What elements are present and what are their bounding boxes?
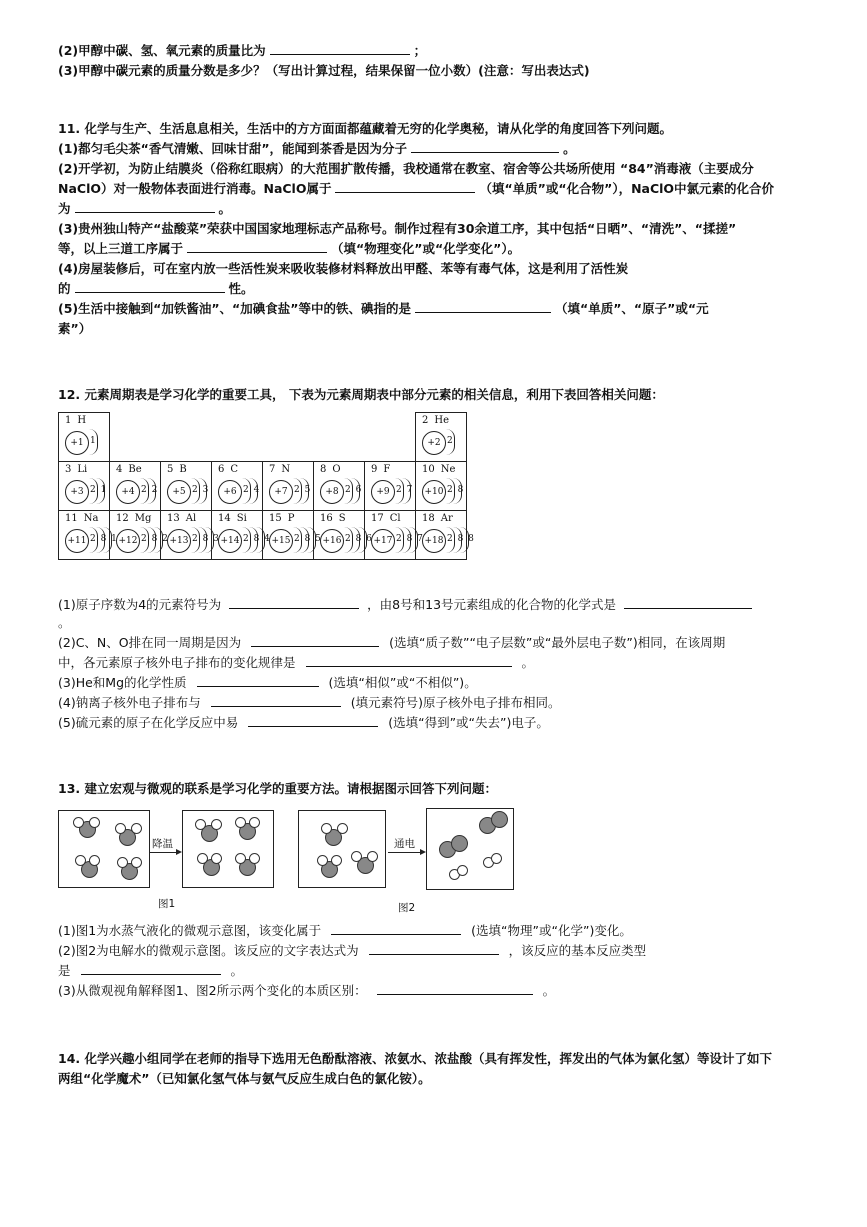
electron-shells: 2 8 8 — [447, 534, 475, 544]
electron-shells: 2 8 — [447, 485, 465, 495]
fig1-after-box — [182, 810, 274, 888]
molecule-atom — [131, 823, 142, 834]
molecule-atom — [491, 853, 502, 864]
element-symbol: Mg — [134, 513, 152, 524]
element-cell — [416, 413, 467, 462]
electron-shells: 2 7 — [396, 485, 414, 495]
electron-shells: 2 8 5 — [294, 534, 322, 544]
element-cell — [59, 413, 110, 462]
molecule-atom — [75, 855, 86, 866]
fig1-label: 图1 — [158, 898, 176, 910]
q11-part5b: 素”） — [58, 321, 92, 336]
element-number-symbol — [167, 464, 187, 475]
element-symbol: C — [230, 464, 239, 475]
element-symbol: P — [287, 513, 295, 524]
nucleus: +9 — [371, 480, 395, 504]
element-number-symbol — [116, 464, 142, 475]
answer-blank[interactable] — [270, 42, 410, 55]
q12-part4: (4)钠离子核外电子排布与 (填元素符号)原子核外电子排布相同。 — [58, 695, 561, 710]
nucleus: +5 — [167, 480, 191, 504]
atomic-number: 6 — [218, 464, 225, 475]
element-number-symbol — [65, 415, 86, 426]
q12-part1: (1)原子序数为4的元素符号为 ，由8号和13号元素组成的化合物的化学式是 — [58, 596, 760, 614]
q11-part4b: 的 性。 — [58, 281, 254, 296]
electron-shells: 2 8 3 — [192, 534, 220, 544]
molecule-atom — [235, 817, 246, 828]
molecule-atom — [367, 851, 378, 862]
electron-shells: 2 8 2 — [141, 534, 169, 544]
element-symbol: B — [179, 464, 187, 475]
q11-part4a: (4)房屋装修后，可在室内放一些活性炭来吸收装修材料释放出甲醛、苯等有毒气体，这是利用了活性炭 — [58, 261, 629, 276]
empty-cell — [365, 413, 416, 462]
element-symbol: F — [383, 464, 391, 475]
element-cell — [314, 462, 365, 511]
molecule-atom — [73, 817, 84, 828]
fig2-label: 图2 — [398, 902, 416, 914]
fig2-arrow — [388, 852, 422, 853]
atomic-number: 17 — [371, 513, 384, 524]
electron-shells: 2 8 1 — [90, 534, 118, 544]
atomic-number: 4 — [116, 464, 123, 475]
answer-blank[interactable] — [415, 300, 551, 313]
molecule-atom — [457, 865, 468, 876]
element-number-symbol — [422, 513, 453, 524]
atomic-number: 15 — [269, 513, 282, 524]
molecule-atom — [451, 835, 468, 852]
q11-part2a: (2)开学初，为防止结膜炎（俗称红眼病）的大范围扩散传播，我校通常在教室、宿舍等公共场所使用 “84”消毒液（主要成分 — [58, 161, 754, 176]
electron-shells: 2 8 4 — [243, 534, 271, 544]
element-symbol: Na — [83, 513, 99, 524]
answer-blank[interactable] — [187, 240, 327, 253]
molecule-atom — [117, 857, 128, 868]
answer-blank[interactable] — [75, 200, 215, 213]
fig1-before-box — [58, 810, 150, 888]
atomic-number: 3 — [65, 464, 72, 475]
element-cell — [161, 511, 220, 560]
answer-blank[interactable] — [369, 942, 499, 955]
electron-shells: 2 2 — [141, 485, 159, 495]
element-symbol: Ne — [440, 464, 456, 475]
q12-part2b: 中，各元素原子核外电子排布的变化规律是 。 — [58, 655, 535, 670]
molecule-atom — [249, 817, 260, 828]
nucleus: +11 — [65, 529, 89, 553]
empty-cell — [212, 413, 263, 462]
element-cell — [365, 462, 416, 511]
atomic-number: 1 — [65, 415, 72, 426]
molecule-atom — [317, 855, 328, 866]
nucleus: +12 — [116, 529, 140, 553]
element-symbol: He — [434, 415, 450, 426]
atomic-number: 16 — [320, 513, 333, 524]
molecule-atom — [351, 851, 362, 862]
nucleus: +18 — [422, 529, 446, 553]
atomic-number: 9 — [371, 464, 378, 475]
element-number-symbol — [218, 464, 238, 475]
atomic-number: 7 — [269, 464, 276, 475]
shell-arc — [249, 478, 258, 504]
q11-part2b: NaClO）对一般物体表面进行消毒。NaClO属于 （填“单质”或“化合物”），NaClO中氯元素的化合价 — [58, 181, 775, 196]
atomic-number: 14 — [218, 513, 231, 524]
element-symbol: Si — [236, 513, 247, 524]
q11-part1: (1)都匀毛尖茶“香气清嫩、回味甘甜”，能闻到茶香是因为分子 。 — [58, 141, 576, 156]
nucleus: +4 — [116, 480, 140, 504]
molecule-atom — [337, 823, 348, 834]
element-number-symbol — [371, 464, 390, 475]
q11-title: 11. 化学与生产、生活息息相关，生活中的方方面面都蕴藏着无穷的化学奥秘，请从化学的角度回答下列问题。 — [58, 121, 672, 136]
fig1-arrow-label: 降温 — [152, 838, 173, 850]
molecule-atom — [197, 853, 208, 864]
answer-blank[interactable] — [335, 180, 475, 193]
element-symbol: N — [281, 464, 291, 475]
nucleus: +8 — [320, 480, 344, 504]
q12-part1-end: 。 — [58, 615, 71, 630]
q11-part3b: 等，以上三道工序属于 （填“物理变化”或“化学变化”）。 — [58, 241, 521, 256]
element-cell — [212, 511, 271, 560]
atomic-number: 18 — [422, 513, 435, 524]
molecule-atom — [249, 853, 260, 864]
element-number-symbol — [422, 464, 455, 475]
answer-blank[interactable] — [81, 962, 221, 975]
molecule-atom — [115, 823, 126, 834]
element-cell — [416, 462, 467, 511]
nucleus: +3 — [65, 480, 89, 504]
q11-part2c: 为 。 — [58, 201, 232, 216]
q12-part5: (5)硫元素的原子在化学反应中易 (选填“得到”或“失去”)电子。 — [58, 715, 549, 730]
electron-shells: 2 6 — [345, 485, 363, 495]
shell-arc — [402, 478, 411, 504]
electron-shells: 2 — [447, 436, 454, 446]
molecule-atom — [321, 823, 332, 834]
atomic-number: 13 — [167, 513, 180, 524]
electron-shells: 2 8 7 — [396, 534, 424, 544]
shell-arc — [460, 527, 469, 553]
fig2-before-box — [298, 810, 386, 888]
atomic-number: 5 — [167, 464, 174, 475]
q13-part2b: 是 。 — [58, 963, 244, 978]
answer-blank[interactable] — [377, 982, 533, 995]
molecule-atom — [491, 811, 508, 828]
element-number-symbol — [269, 464, 290, 475]
q14-line1: 14. 化学兴趣小组同学在老师的指导下选用无色酚酞溶液、浓氨水、浓盐酸（具有挥发性，挥发出的气体为氯化氢）等设计了如下 — [58, 1051, 772, 1066]
q13-part2a: (2)图2为电解水的微观示意图。该反应的文字表达式为 ，该反应的基本反应类型 — [58, 943, 647, 958]
element-symbol: Ar — [440, 513, 453, 524]
q12-part3: (3)He和Mg的化学性质 (选填“相似”或“不相似”)。 — [58, 675, 477, 690]
element-number-symbol — [320, 464, 341, 475]
shell-arc — [446, 429, 455, 455]
empty-cell — [110, 413, 161, 462]
shell-arc — [300, 478, 309, 504]
electron-shells: 2 8 6 — [345, 534, 373, 544]
element-cell — [263, 462, 314, 511]
q12-part2a: (2)C、N、O排在同一周期是因为 (选填“质子数”“电子层数”或“最外层电子数”)相同，在该周期 — [58, 635, 726, 650]
nucleus: +13 — [167, 529, 191, 553]
element-cell — [59, 462, 110, 511]
shell-arc — [453, 478, 462, 504]
element-cell — [314, 511, 373, 560]
element-number-symbol — [371, 513, 401, 524]
q10-part3: (3)甲醇中碳元素的质量分数是多少？（写出计算过程，结果保留一位小数）(注意：写出表达式) — [58, 63, 590, 78]
molecule-atom — [331, 855, 342, 866]
element-number-symbol — [65, 513, 98, 524]
element-cell — [161, 462, 212, 511]
answer-blank[interactable] — [306, 654, 512, 667]
answer-blank[interactable] — [411, 140, 559, 153]
atomic-number: 2 — [422, 415, 429, 426]
element-symbol: O — [332, 464, 341, 475]
element-symbol: Cl — [389, 513, 401, 524]
answer-blank[interactable] — [75, 280, 225, 293]
element-cell — [212, 462, 263, 511]
element-number-symbol — [269, 513, 294, 524]
atomic-number: 11 — [65, 513, 78, 524]
atomic-number: 12 — [116, 513, 129, 524]
empty-cell — [263, 413, 314, 462]
nucleus: +10 — [422, 480, 446, 504]
element-number-symbol — [167, 513, 196, 524]
periodic-table — [58, 412, 475, 560]
atomic-number: 8 — [320, 464, 327, 475]
answer-blank[interactable] — [251, 634, 379, 647]
answer-blank[interactable] — [331, 922, 461, 935]
element-cell — [416, 511, 475, 560]
element-number-symbol — [320, 513, 346, 524]
element-number-symbol — [65, 464, 87, 475]
element-number-symbol — [422, 415, 449, 426]
molecule-atom — [89, 855, 100, 866]
electron-shells: 2 1 — [90, 485, 108, 495]
empty-cell — [314, 413, 365, 462]
nucleus: +17 — [371, 529, 395, 553]
element-number-symbol — [218, 513, 247, 524]
element-symbol: Al — [185, 513, 197, 524]
shell-arc — [89, 429, 98, 455]
shell-arc — [198, 478, 207, 504]
molecule-atom — [89, 817, 100, 828]
empty-cell — [161, 413, 212, 462]
electron-shells: 2 5 — [294, 485, 312, 495]
fig2-after-box — [426, 808, 514, 890]
shell-arc — [96, 478, 105, 504]
nucleus: +1 — [65, 431, 89, 455]
q13-part3: (3)从微观视角解释图1、图2所示两个变化的本质区别： 。 — [58, 983, 556, 998]
nucleus: +14 — [218, 529, 242, 553]
element-cell — [110, 462, 161, 511]
nucleus: +16 — [320, 529, 344, 553]
answer-blank[interactable] — [624, 596, 752, 609]
answer-blank[interactable] — [197, 674, 319, 687]
element-cell — [365, 511, 424, 560]
nucleus: +6 — [218, 480, 242, 504]
answer-blank[interactable] — [211, 694, 341, 707]
element-cell — [59, 511, 118, 560]
element-cell — [263, 511, 322, 560]
q14-line2: 两组“化学魔术”（已知氯化氢气体与氨气反应生成白色的氯化铵）。 — [58, 1071, 431, 1086]
q12-title: 12. 元素周期表是学习化学的重要工具， 下表为元素周期表中部分元素的相关信息，利用下表回答相关问题： — [58, 387, 664, 402]
q13-title: 13. 建立宏观与微观的联系是学习化学的重要方法。请根据图示回答下列问题： — [58, 781, 497, 796]
molecule-atom — [235, 853, 246, 864]
nucleus: +15 — [269, 529, 293, 553]
molecule-atom — [195, 819, 206, 830]
nucleus: +2 — [422, 431, 446, 455]
element-symbol: S — [338, 513, 346, 524]
q11-part3a: (3)贵州独山特产“盐酸菜”荣获中国国家地理标志产品称号。制作过程有30余道工序，其中包括“日晒”、“清洗”、“揉搓” — [58, 221, 737, 236]
atomic-number: 10 — [422, 464, 435, 475]
element-cell — [110, 511, 169, 560]
element-number-symbol — [116, 513, 151, 524]
molecule-atom — [211, 819, 222, 830]
q10-part2: (2)甲醇中碳、氢、氧元素的质量比为 ； — [58, 43, 427, 58]
answer-blank[interactable] — [248, 714, 378, 727]
fig2-arrow-label: 通电 — [394, 838, 415, 850]
electron-shells: 2 3 — [192, 485, 210, 495]
shell-arc — [147, 478, 156, 504]
shell-arc — [351, 478, 360, 504]
q13-part1: (1)图1为水蒸气液化的微观示意图，该变化属于 (选填“物理”或“化学”)变化。 — [58, 923, 632, 938]
molecule-atom — [131, 857, 142, 868]
answer-blank[interactable] — [229, 596, 359, 609]
element-symbol: Be — [128, 464, 142, 475]
element-symbol: H — [77, 415, 87, 426]
electron-shells: 1 — [90, 436, 97, 446]
nucleus: +7 — [269, 480, 293, 504]
element-symbol: Li — [77, 464, 88, 475]
molecule-atom — [211, 853, 222, 864]
q11-part5a: (5)生活中接触到“加铁酱油”、“加碘食盐”等中的铁、碘指的是 （填“单质”、“原子”或“元 — [58, 301, 709, 316]
electron-shells: 2 4 — [243, 485, 261, 495]
